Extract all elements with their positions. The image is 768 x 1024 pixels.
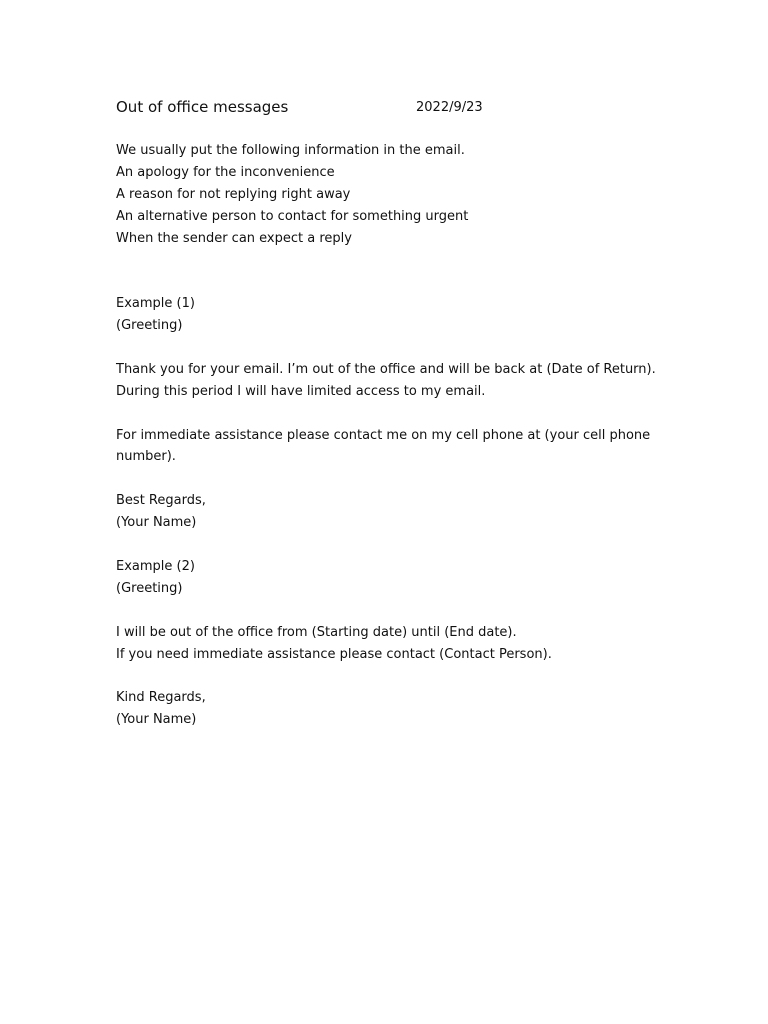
- example-1-closing: Best Regards,: [116, 493, 206, 509]
- example-1-heading: Example (1): [116, 296, 195, 312]
- document-body: [116, 140, 676, 731]
- spacer: [116, 600, 676, 622]
- spacer: [116, 403, 676, 425]
- example-2-text-line: I will be out of the office from (Starting date) until (End date).: [116, 624, 517, 640]
- spacer: [116, 337, 676, 359]
- intro-item: An apology for the inconvenience: [116, 164, 335, 180]
- example-2-heading: Example (2): [116, 558, 195, 574]
- example-1-text-line: During this period I will have limited access to my email.: [116, 383, 486, 399]
- example-1-greeting: (Greeting): [116, 318, 183, 334]
- document-date: 2022/9/23: [416, 100, 483, 115]
- spacer: [116, 249, 676, 293]
- example-1-text-line: Thank you for your email. I’m out of the office and will be back at (Date of Return).: [116, 361, 656, 377]
- spacer: [116, 665, 676, 687]
- document-title: Out of office messages: [116, 98, 289, 116]
- example-2-signature: (Your Name): [116, 712, 197, 728]
- example-1-text-line: For immediate assistance please contact me on my cell phone at (your cell phone: [116, 427, 651, 443]
- spacer: [116, 534, 676, 556]
- intro-item: A reason for not replying right away: [116, 186, 351, 202]
- spacer: [116, 468, 676, 490]
- example-2-text-line: If you need immediate assistance please contact (Contact Person).: [116, 646, 552, 662]
- example-2-greeting: (Greeting): [116, 580, 183, 596]
- intro-item: An alternative person to contact for something urgent: [116, 208, 469, 224]
- intro-item: When the sender can expect a reply: [116, 230, 352, 246]
- intro-lead: We usually put the following information in the email.: [116, 143, 465, 158]
- example-1-text-line: number).: [116, 449, 176, 465]
- example-2-closing: Kind Regards,: [116, 690, 206, 706]
- example-1-signature: (Your Name): [116, 515, 197, 531]
